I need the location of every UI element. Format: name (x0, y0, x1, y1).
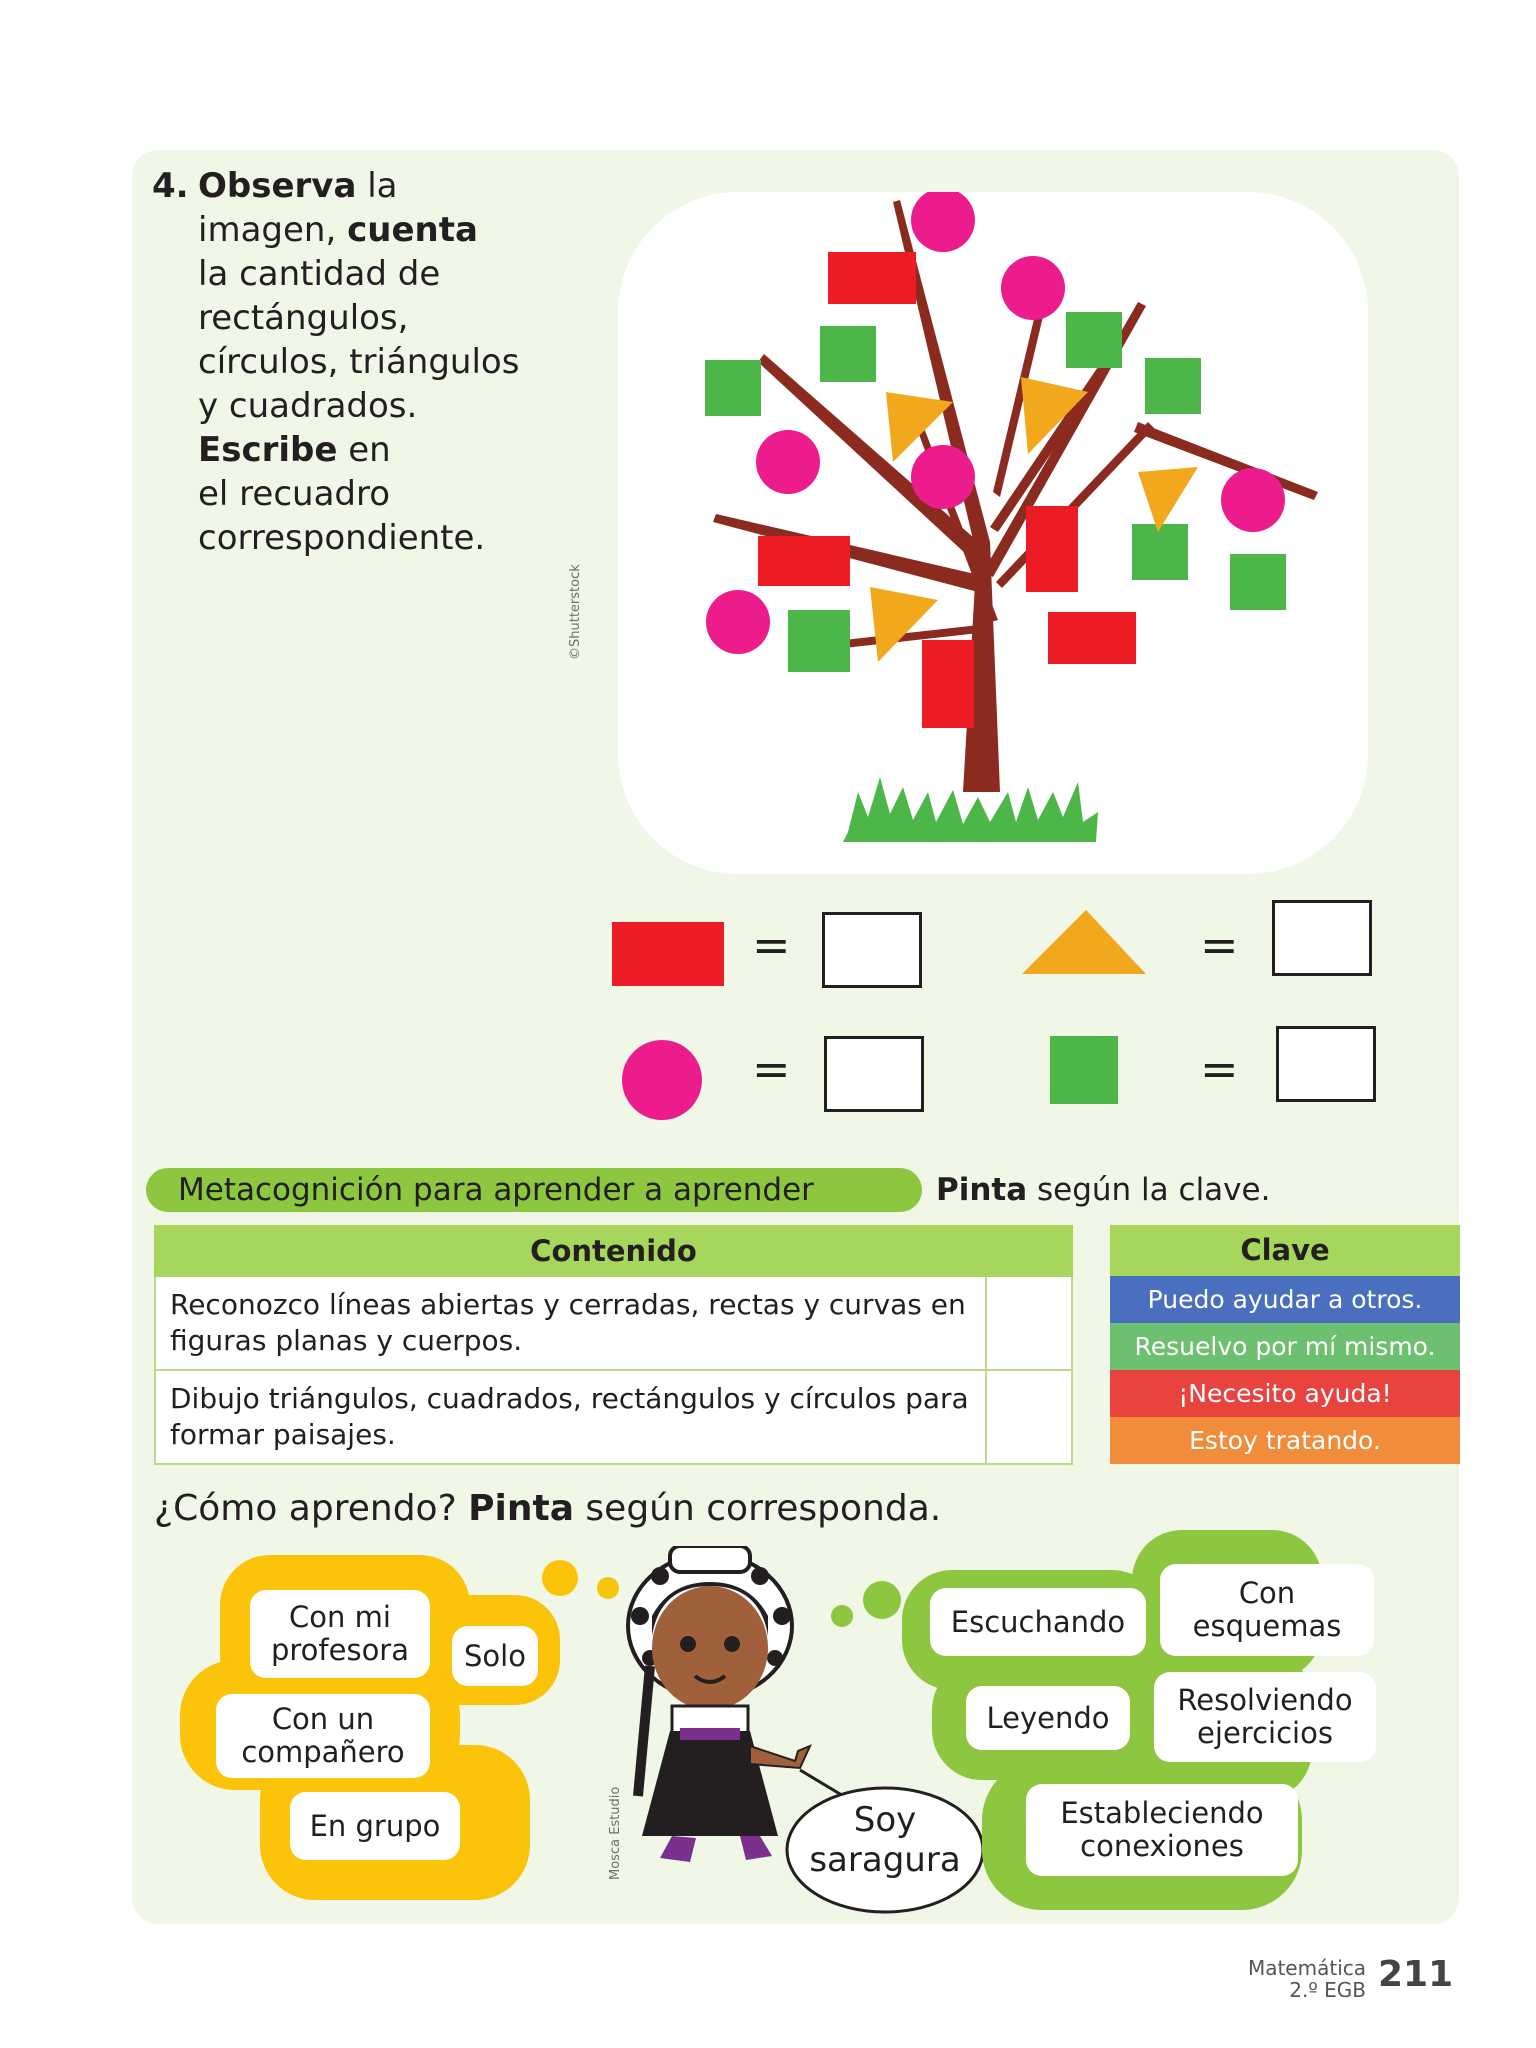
key-trying: Estoy tratando. (1110, 1417, 1460, 1464)
bubble-listening[interactable]: Escuchando (930, 1588, 1146, 1656)
key-solve-alone: Resuelvo por mí mismo. (1110, 1323, 1460, 1370)
equals-sign: = (752, 918, 791, 972)
metacognition-pill: Metacognición para aprender a aprender (146, 1168, 922, 1212)
exercise-number: 4. (152, 166, 189, 206)
footer-subject: Matemática (1247, 1956, 1366, 1980)
how-learn-heading: ¿Cómo aprendo? Pinta según corresponda. (154, 1488, 942, 1529)
circle-shape (620, 1038, 704, 1122)
triangle-shape (1022, 906, 1148, 978)
rectangle-shape (612, 918, 724, 988)
footer-grade: 2.º EGB (1289, 1978, 1366, 2002)
bubble-with-teacher[interactable]: Con mi profesora (250, 1590, 430, 1678)
square-shape (1048, 1034, 1122, 1108)
metacognition-instruction: Pinta según la clave. (936, 1172, 1271, 1208)
table-row (155, 1276, 1072, 1370)
bubble-solving-exercises[interactable]: Resolviendo ejercicios (1154, 1672, 1376, 1762)
content-row-text: Reconozco líneas abiertas y cerradas, rectas y curvas en figuras planas y cuerpos. (155, 1276, 986, 1370)
equals-sign: = (1200, 1042, 1239, 1096)
shape-tree-illustration (618, 192, 1368, 874)
equals-sign: = (1200, 918, 1239, 972)
table-row (155, 1370, 1072, 1464)
bubble-alone[interactable]: Solo (452, 1626, 538, 1686)
triangles-answer-box[interactable] (1272, 900, 1372, 976)
bubble-making-connections[interactable]: Estableciendo conexiones (1026, 1784, 1298, 1876)
illustration-credit: Mosca Estudio (608, 1786, 623, 1880)
exercise-instructions: 4. Observa la imagen, cuenta la cantidad de rectángulos, círculos, triángulos y cuadrados. Escribe en el recuadro correspondiente. (152, 166, 520, 558)
speech-text: Soy saragura (809, 1800, 961, 1880)
bubble-with-diagrams[interactable]: Con esquemas (1160, 1564, 1374, 1656)
paint-cell[interactable] (986, 1370, 1072, 1464)
circles-answer-box[interactable] (824, 1036, 924, 1112)
color-key-header: Clave (1110, 1225, 1460, 1276)
content-row-text: Dibujo triángulos, cuadrados, rectángulos y círculos para formar paisajes. (155, 1370, 986, 1464)
content-table-header: Contenido (155, 1226, 1072, 1276)
equals-sign: = (752, 1042, 791, 1096)
tree-image-frame (618, 192, 1368, 874)
page-number: 211 (1378, 1954, 1454, 1995)
key-need-help: ¡Necesito ayuda! (1110, 1370, 1460, 1417)
content-table (154, 1225, 1073, 1465)
key-help-others: Puedo ayudar a otros. (1110, 1276, 1460, 1323)
bubble-in-group[interactable]: En grupo (290, 1792, 460, 1860)
paint-cell[interactable] (986, 1276, 1072, 1370)
bubble-reading[interactable]: Leyendo (966, 1686, 1130, 1750)
bubble-with-classmate[interactable]: Con un compañero (216, 1694, 430, 1778)
image-credit: ©Shutterstock (568, 564, 583, 660)
color-key (1110, 1225, 1460, 1464)
rectangles-answer-box[interactable] (822, 912, 922, 988)
squares-answer-box[interactable] (1276, 1026, 1376, 1102)
